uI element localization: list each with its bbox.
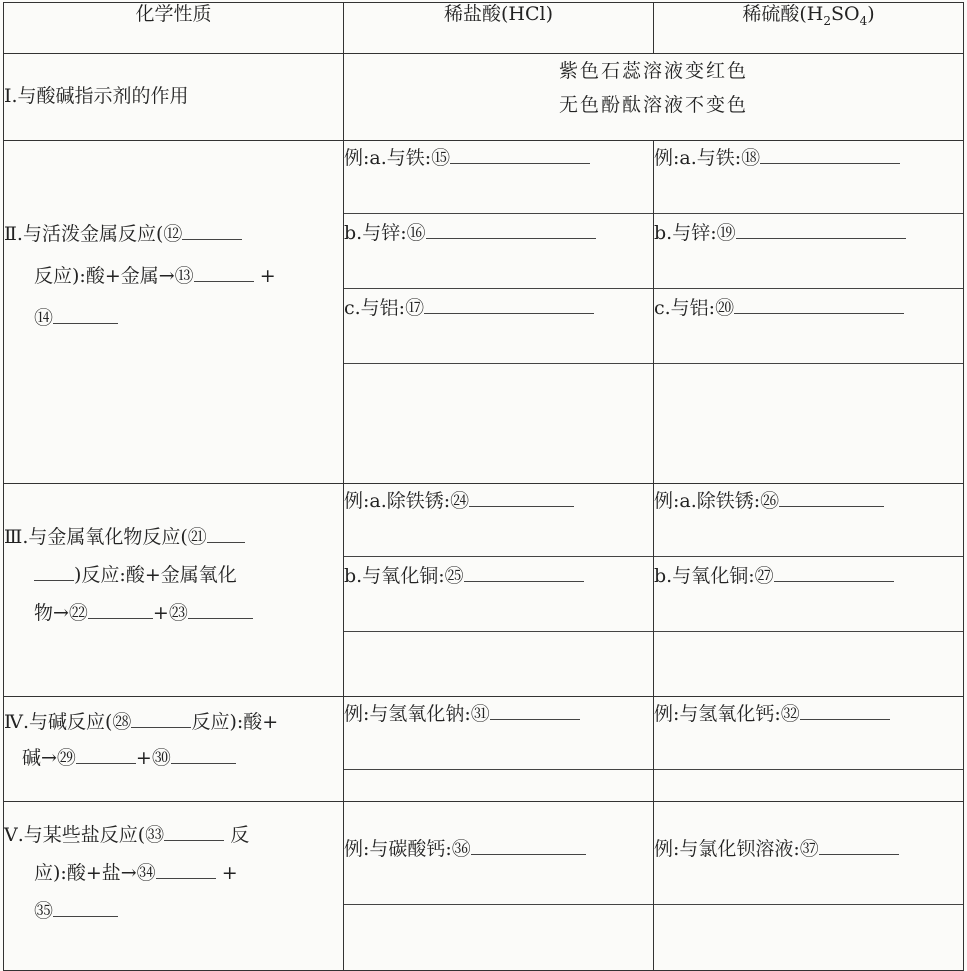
answer-line[interactable] xyxy=(344,593,653,632)
hcl-active-metal: 例:a.与铁:⑮ b.与锌:⑯ c.与铝:⑰ xyxy=(344,141,654,484)
blank-12[interactable] xyxy=(182,221,242,240)
blank-22[interactable] xyxy=(88,600,153,619)
row-active-metal xyxy=(4,141,964,484)
blank-34[interactable] xyxy=(156,860,216,879)
answer-line[interactable] xyxy=(344,175,653,214)
blank-18[interactable] xyxy=(760,145,900,164)
answer-line[interactable] xyxy=(344,250,653,289)
answer-line[interactable] xyxy=(654,175,963,214)
litmus-result: 紫色石蕊溶液变红色 xyxy=(558,60,748,82)
blank-15[interactable] xyxy=(450,145,590,164)
h2so4-salt: 例:与氯化钡溶液:㊲ xyxy=(654,802,964,971)
blank-37[interactable] xyxy=(819,836,899,855)
blank-33[interactable] xyxy=(164,822,224,841)
answer-line[interactable] xyxy=(654,518,963,557)
header-h2so4: 稀硫酸$(H_2SO_4)$ xyxy=(654,3,964,54)
blank-35[interactable] xyxy=(53,898,118,917)
blank-24[interactable] xyxy=(469,488,574,507)
answer-line[interactable] xyxy=(654,866,963,905)
blank-29[interactable] xyxy=(76,745,136,764)
answer-line[interactable] xyxy=(654,325,963,364)
property-metal-oxide: Ⅲ.与金属氧化物反应(㉑ )反应:酸+金属氧化 物→㉒ +㉓ xyxy=(4,484,344,697)
answer-line[interactable] xyxy=(344,866,653,905)
header-hcl: 稀盐酸(HCl) xyxy=(344,3,654,54)
h2so4-base: 例:与氢氧化钙:㉜ xyxy=(654,697,964,802)
acid-properties-table xyxy=(3,2,964,971)
blank-13[interactable] xyxy=(194,263,254,282)
hcl-metal-oxide: 例:a.除铁锈:㉔ b.与氧化铜:㉕ xyxy=(344,484,654,697)
property-salt: Ⅴ.与某些盐反应(㉝ 反 应):酸+盐→㉞ + ㉟ xyxy=(4,802,344,971)
header-row xyxy=(4,3,964,54)
indicator-result xyxy=(344,54,964,141)
answer-line[interactable] xyxy=(344,518,653,557)
answer-line[interactable] xyxy=(344,325,653,364)
header-chemical-property: 化学性质 xyxy=(4,3,344,54)
blank-19[interactable] xyxy=(736,220,906,239)
h2so4-active-metal: 例:a.与铁:⑱ b.与锌:⑲ c.与铝:⑳ xyxy=(654,141,964,484)
hcl-base: 例:与氢氧化钠:㉛ xyxy=(344,697,654,802)
answer-line[interactable] xyxy=(654,731,963,770)
row-salt xyxy=(4,802,964,971)
blank-21-cont[interactable] xyxy=(34,562,74,581)
blank-20[interactable] xyxy=(734,295,904,314)
blank-21[interactable] xyxy=(207,524,245,543)
property-base: Ⅳ.与碱反应(㉘ 反应):酸+ 碱→㉙ +㉚ xyxy=(4,697,344,802)
phenolphthalein-result: 无色酚酞溶液不变色 xyxy=(558,94,748,116)
blank-25[interactable] xyxy=(464,563,584,582)
blank-30[interactable] xyxy=(171,745,236,764)
blank-27[interactable] xyxy=(774,563,894,582)
blank-28[interactable] xyxy=(131,709,191,728)
answer-line[interactable] xyxy=(654,593,963,632)
blank-31[interactable] xyxy=(490,701,580,720)
blank-14[interactable] xyxy=(53,305,118,324)
row-indicator xyxy=(4,54,964,141)
row-metal-oxide xyxy=(4,484,964,697)
blank-32[interactable] xyxy=(800,701,890,720)
property-indicator: Ⅰ.与酸碱指示剂的作用 xyxy=(4,54,344,141)
answer-line[interactable] xyxy=(654,250,963,289)
row-base xyxy=(4,697,964,802)
answer-line[interactable] xyxy=(344,731,653,770)
blank-23[interactable] xyxy=(188,600,253,619)
blank-16[interactable] xyxy=(426,220,596,239)
property-active-metal: Ⅱ.与活泼金属反应(⑫ 反应):酸+金属→⑬ + ⑭ xyxy=(4,141,344,484)
blank-17[interactable] xyxy=(424,295,594,314)
h2so4-metal-oxide: 例:a.除铁锈:㉖ b.与氧化铜:㉗ xyxy=(654,484,964,697)
blank-36[interactable] xyxy=(471,836,586,855)
hcl-salt: 例:与碳酸钙:㊱ xyxy=(344,802,654,971)
blank-26[interactable] xyxy=(779,488,884,507)
